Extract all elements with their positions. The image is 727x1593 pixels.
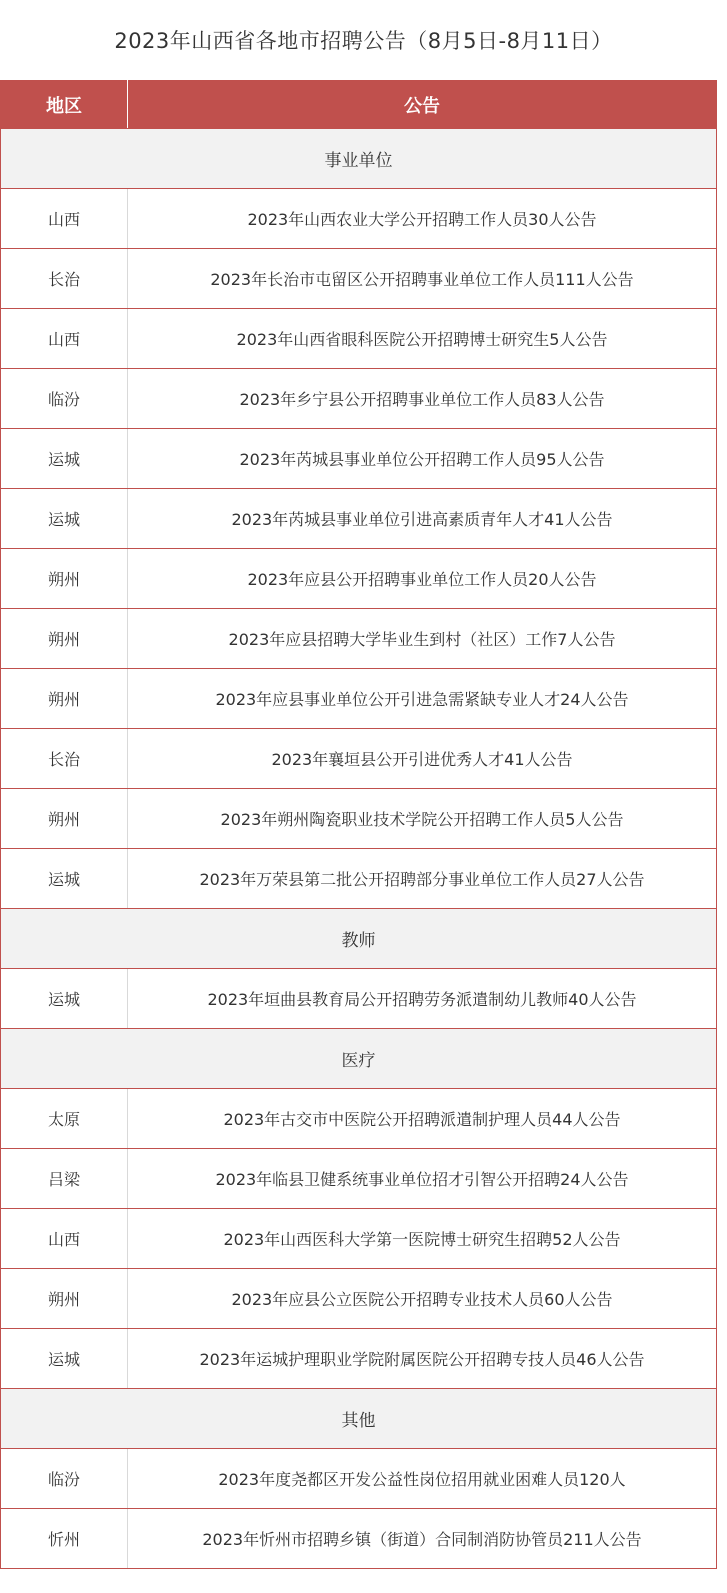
- region-cell: 运城: [1, 1329, 128, 1389]
- table-row[interactable]: [1, 1329, 717, 1389]
- table-row[interactable]: [1, 849, 717, 909]
- notice-cell[interactable]: 2023年应县公立医院公开招聘专业技术人员60人公告: [128, 1269, 717, 1329]
- table-row[interactable]: [1, 1449, 717, 1509]
- notice-cell[interactable]: 2023年应县事业单位公开引进急需紧缺专业人才24人公告: [128, 669, 717, 729]
- region-cell: 忻州: [1, 1509, 128, 1569]
- column-header-region: 地区: [1, 81, 128, 129]
- region-cell: 山西: [1, 189, 128, 249]
- region-cell: 运城: [1, 969, 128, 1029]
- region-cell: 朔州: [1, 1269, 128, 1329]
- table-header-row: [1, 81, 717, 129]
- region-cell: 运城: [1, 849, 128, 909]
- column-header-notice: 公告: [128, 81, 717, 129]
- table-row[interactable]: [1, 489, 717, 549]
- region-cell: 运城: [1, 429, 128, 489]
- table-row[interactable]: [1, 189, 717, 249]
- table-row[interactable]: [1, 1089, 717, 1149]
- table-row[interactable]: [1, 249, 717, 309]
- notice-cell[interactable]: 2023年临县卫健系统事业单位招才引智公开招聘24人公告: [128, 1149, 717, 1209]
- section-label: 事业单位: [1, 129, 717, 189]
- table-row[interactable]: [1, 969, 717, 1029]
- region-cell: 运城: [1, 489, 128, 549]
- region-cell: 临汾: [1, 369, 128, 429]
- table-row[interactable]: [1, 549, 717, 609]
- recruitment-table: [0, 80, 717, 1569]
- notice-cell[interactable]: 2023年忻州市招聘乡镇（街道）合同制消防协管员211人公告: [128, 1509, 717, 1569]
- section-label: 教师: [1, 909, 717, 969]
- notice-cell[interactable]: 2023年古交市中医院公开招聘派遣制护理人员44人公告: [128, 1089, 717, 1149]
- section-label: 其他: [1, 1389, 717, 1449]
- table-row[interactable]: [1, 1209, 717, 1269]
- table-row[interactable]: [1, 789, 717, 849]
- table-row[interactable]: [1, 729, 717, 789]
- section-row-yiliao: [1, 1029, 717, 1089]
- region-cell: 长治: [1, 249, 128, 309]
- notice-cell[interactable]: 2023年襄垣县公开引进优秀人才41人公告: [128, 729, 717, 789]
- table-row[interactable]: [1, 1269, 717, 1329]
- notice-cell[interactable]: 2023年乡宁县公开招聘事业单位工作人员83人公告: [128, 369, 717, 429]
- table-row[interactable]: [1, 1149, 717, 1209]
- notice-cell[interactable]: 2023年应县公开招聘事业单位工作人员20人公告: [128, 549, 717, 609]
- section-row-qita: [1, 1389, 717, 1449]
- region-cell: 山西: [1, 309, 128, 369]
- table-row[interactable]: [1, 1509, 717, 1569]
- notice-cell[interactable]: 2023年山西医科大学第一医院博士研究生招聘52人公告: [128, 1209, 717, 1269]
- notice-cell[interactable]: 2023年度尧都区开发公益性岗位招用就业困难人员120人: [128, 1449, 717, 1509]
- region-cell: 山西: [1, 1209, 128, 1269]
- notice-cell[interactable]: 2023年芮城县事业单位引进高素质青年人才41人公告: [128, 489, 717, 549]
- region-cell: 朔州: [1, 789, 128, 849]
- region-cell: 吕梁: [1, 1149, 128, 1209]
- region-cell: 临汾: [1, 1449, 128, 1509]
- region-cell: 长治: [1, 729, 128, 789]
- notice-cell[interactable]: 2023年长治市屯留区公开招聘事业单位工作人员111人公告: [128, 249, 717, 309]
- notice-cell[interactable]: 2023年朔州陶瓷职业技术学院公开招聘工作人员5人公告: [128, 789, 717, 849]
- table-row[interactable]: [1, 669, 717, 729]
- notice-cell[interactable]: 2023年万荣县第二批公开招聘部分事业单位工作人员27人公告: [128, 849, 717, 909]
- table-row[interactable]: [1, 309, 717, 369]
- region-cell: 朔州: [1, 609, 128, 669]
- page-title: 2023年山西省各地市招聘公告（8月5日-8月11日）: [114, 29, 613, 53]
- notice-cell[interactable]: 2023年芮城县事业单位公开招聘工作人员95人公告: [128, 429, 717, 489]
- table-row[interactable]: [1, 369, 717, 429]
- region-cell: 朔州: [1, 549, 128, 609]
- notice-cell[interactable]: 2023年垣曲县教育局公开招聘劳务派遣制幼儿教师40人公告: [128, 969, 717, 1029]
- section-row-jiaoshi: [1, 909, 717, 969]
- table-row[interactable]: [1, 609, 717, 669]
- notice-cell[interactable]: 2023年山西农业大学公开招聘工作人员30人公告: [128, 189, 717, 249]
- notice-cell[interactable]: 2023年应县招聘大学毕业生到村（社区）工作7人公告: [128, 609, 717, 669]
- region-cell: 太原: [1, 1089, 128, 1149]
- table-row[interactable]: [1, 429, 717, 489]
- notice-cell[interactable]: 2023年山西省眼科医院公开招聘博士研究生5人公告: [128, 309, 717, 369]
- section-row-shiye: [1, 129, 717, 189]
- section-label: 医疗: [1, 1029, 717, 1089]
- region-cell: 朔州: [1, 669, 128, 729]
- notice-cell[interactable]: 2023年运城护理职业学院附属医院公开招聘专技人员46人公告: [128, 1329, 717, 1389]
